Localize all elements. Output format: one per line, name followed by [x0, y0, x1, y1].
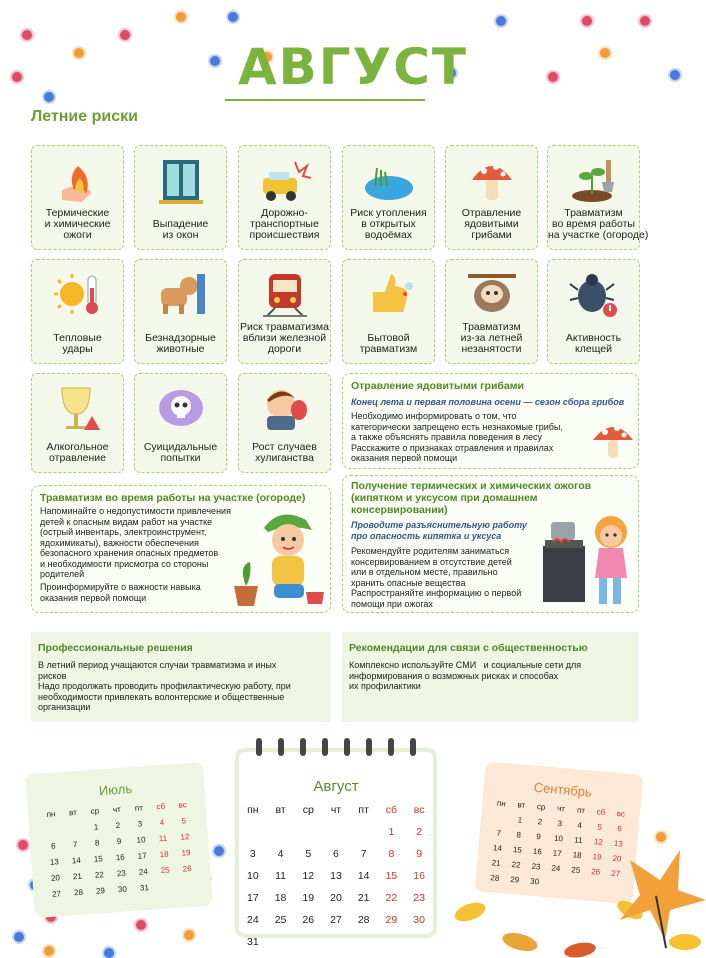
- calendar-day: 16: [115, 852, 125, 862]
- risk-card: [134, 373, 227, 473]
- calendar-day: 13: [49, 856, 60, 867]
- calendar-day: 11: [275, 870, 286, 882]
- calendar-day: 9: [535, 832, 542, 842]
- flower-icon: [496, 16, 506, 26]
- car-crash-icon: [259, 156, 311, 206]
- flower-icon: [228, 12, 238, 22]
- flower-icon: [14, 932, 24, 942]
- calendar-day: [41, 821, 64, 838]
- calendar-day: 24: [138, 866, 149, 877]
- calendar-day: [405, 931, 433, 953]
- flower-icon: [184, 930, 194, 940]
- weekday-header: вт: [68, 807, 78, 817]
- july-calendar-grid: [39, 796, 199, 903]
- calendar-day: 2: [115, 820, 121, 830]
- risk-card-label: Бытовой травматизм: [359, 332, 418, 355]
- calendar-day: 12: [593, 837, 604, 847]
- sun-thermometer-icon: [52, 270, 104, 320]
- tick-icon: [568, 270, 620, 320]
- calendar-day: 17: [247, 892, 259, 904]
- july-calendar-title: Июль: [98, 780, 133, 799]
- binding-ring: [366, 738, 372, 756]
- calendar-day: [489, 810, 510, 827]
- weekday-header: сб: [596, 807, 606, 817]
- risk-card-label: Активность клещей: [565, 332, 622, 355]
- calendar-day: 25: [274, 914, 287, 926]
- binding-ring: [322, 738, 328, 756]
- calendar-day: 27: [330, 914, 342, 926]
- july-calendar: [25, 762, 213, 918]
- risk-card: [31, 259, 124, 364]
- calendar-day: 10: [553, 833, 564, 844]
- risk-card-label: Травматизм во время работы на участке (огороде): [548, 207, 649, 241]
- flower-icon: [640, 16, 650, 26]
- stove-girl-icon: [539, 506, 639, 612]
- burns-panel-heading: Получение термических и химических ожогов (кипятком и уксусом при домашнем консервировании): [351, 480, 592, 516]
- calendar-day: 25: [160, 865, 170, 875]
- weekday-header: чт: [112, 804, 122, 814]
- calendar-day: 4: [277, 848, 284, 860]
- calendar-day: 18: [274, 892, 287, 904]
- professional-solutions-box: [31, 632, 331, 722]
- calendar-day: [350, 931, 378, 953]
- calendar-day: 25: [571, 865, 581, 875]
- risk-card-label: Отравление ядовитыми грибами: [461, 207, 522, 241]
- calendar-day: 1: [388, 826, 395, 838]
- glass-icon: [52, 384, 104, 434]
- calendar-day: 6: [616, 824, 623, 834]
- calendar-day: 5: [181, 815, 187, 826]
- weekday-header: вс: [178, 799, 188, 810]
- burns-panel: [342, 475, 639, 613]
- calendar-day: 5: [305, 848, 312, 860]
- calendar-day: 31: [139, 882, 150, 893]
- calendar-day: [350, 821, 378, 843]
- calendar-day: 29: [509, 874, 520, 885]
- calendar-day: 30: [413, 914, 425, 926]
- calendar-day: 30: [529, 876, 540, 887]
- binding-ring: [388, 738, 394, 756]
- calendar-day: 14: [357, 870, 370, 882]
- risk-card-label: Тепловые удары: [53, 332, 102, 355]
- calendar-day: 4: [159, 817, 165, 827]
- hooligan-icon: [259, 384, 311, 434]
- mushroom-panel-text: Необходимо информировать о том, что категорически запрещено есть незнакомые грибы, а также объяснять правила поведения в лесу Расскажите о признаках отравления и правилах оказания первой помощи: [351, 411, 563, 463]
- burns-panel-italic: Проводите разъяснительную работу про опасность кипятка и уксуса: [351, 520, 527, 541]
- calendar-day: 10: [136, 834, 146, 845]
- august-calendar-grid: [239, 799, 433, 953]
- calendar-day: 11: [573, 835, 583, 846]
- autumn-leaves-decoration: [430, 850, 706, 958]
- flower-icon: [176, 12, 186, 22]
- calendar-day: 21: [357, 892, 370, 904]
- calendar-day: 17: [137, 850, 147, 861]
- binding-ring: [300, 738, 306, 756]
- flower-icon: [18, 840, 28, 850]
- calendar-day: 22: [94, 869, 105, 880]
- mushroom-panel-italic: Конец лета и первая половина осени — сезон сбора грибов: [351, 397, 625, 407]
- august-calendar-title: Август: [313, 778, 359, 795]
- mushroom-icon: [589, 418, 637, 462]
- calendar-day: 18: [159, 849, 169, 859]
- mushroom-icon: [466, 156, 518, 206]
- calendar-day: [294, 821, 322, 843]
- seedling-icon: [568, 156, 620, 206]
- weekday-header: пн: [46, 808, 56, 819]
- weekday-header: пн: [496, 798, 507, 809]
- calendar-day: 29: [385, 914, 398, 926]
- calendar-day: 28: [357, 914, 370, 926]
- calendar-day: 24: [247, 914, 259, 926]
- train-icon: [259, 270, 311, 320]
- calendar-day: 2: [537, 817, 543, 827]
- calendar-day: 13: [330, 870, 342, 882]
- risk-card: [31, 145, 124, 250]
- calendar-day: 21: [72, 871, 83, 881]
- calendar-day: 29: [95, 885, 106, 896]
- risk-card-label: Риск травматизма вблизи железной дороги: [240, 321, 329, 355]
- weekday-header: пн: [247, 804, 259, 816]
- risk-card: [134, 259, 227, 364]
- calendar-day: 1: [517, 815, 523, 825]
- calendar-day: 20: [330, 892, 342, 904]
- calendar-day: 23: [413, 892, 425, 904]
- pro-box-heading: Профессиональные решения: [38, 642, 193, 654]
- pro-box-text: В летний период учащаются случаи травматизма и иных рисков Надо продолжать проводить профилактическую работу, при необходимости привлекать волонтерские и общественные организации: [38, 660, 291, 712]
- mushroom-panel: [342, 373, 639, 469]
- risk-card-label: Травматизм из-за летней незанятости: [460, 321, 523, 355]
- calendar-day: 8: [94, 837, 100, 848]
- risk-card: [445, 259, 538, 364]
- calendar-day: [155, 877, 178, 894]
- flower-icon: [44, 946, 54, 956]
- calendar-day: [294, 931, 322, 953]
- calendar-day: 5: [597, 822, 603, 832]
- garden-panel-heading: Травматизм во время работы на участке (огороде): [40, 492, 306, 504]
- flower-icon: [214, 846, 224, 856]
- calendar-day: [378, 931, 406, 953]
- binding-ring: [256, 738, 262, 756]
- risk-card-label: Алкогольное отравление: [46, 441, 109, 464]
- title-underline: [225, 99, 425, 101]
- risk-card: [547, 259, 640, 364]
- risk-card: [238, 373, 331, 473]
- calendar-day: 9: [116, 836, 122, 846]
- calendar-day: 16: [413, 870, 425, 882]
- risks-heading: Летние риски: [31, 108, 138, 125]
- calendar-day: 15: [93, 853, 103, 864]
- risk-card: [547, 145, 649, 250]
- calendar-day: 10: [247, 870, 259, 882]
- weekday-header: вт: [517, 800, 526, 810]
- mushroom-panel-heading: Отравление ядовитыми грибами: [351, 380, 524, 392]
- risk-card: [445, 145, 538, 250]
- risk-card-label: Термические и химические ожоги: [44, 207, 111, 241]
- calendar-day: 26: [182, 863, 192, 874]
- calendar-day: 21: [491, 858, 501, 869]
- calendar-day: 14: [492, 843, 503, 854]
- binding-ring: [278, 738, 284, 756]
- calendar-day: 3: [557, 818, 563, 829]
- calendar-day: [267, 821, 295, 843]
- calendar-day: 28: [73, 887, 84, 897]
- calendar-day: 26: [302, 914, 315, 926]
- calendar-day: 14: [71, 855, 82, 865]
- calendar-day: 3: [137, 818, 143, 829]
- calendar-day: 4: [577, 820, 583, 830]
- risk-card-label: Риск утопления в открытых водоёмах: [350, 207, 427, 241]
- calendar-day: 19: [592, 852, 602, 862]
- injured-hand-icon: [363, 270, 415, 320]
- calendar-day: 17: [552, 848, 563, 859]
- pr-box-text: Комплексно используйте СМИ и социальные сети для информирования о возможных рисках и способах их профилактики: [349, 660, 582, 691]
- window-icon: [155, 156, 207, 206]
- august-calendar: [235, 748, 437, 948]
- calendar-day: 18: [572, 850, 582, 861]
- calendar-day: 3: [249, 848, 256, 860]
- calendar-day: 13: [613, 838, 624, 849]
- binding-ring: [344, 738, 350, 756]
- risk-card: [342, 145, 435, 250]
- calendar-day: 27: [610, 868, 621, 879]
- calendar-day: 23: [531, 861, 541, 872]
- calendar-day: 22: [511, 860, 521, 870]
- september-calendar-title: Сентябрь: [533, 779, 593, 800]
- calendar-day: 9: [416, 848, 423, 860]
- binding-ring: [410, 738, 416, 756]
- calendar-day: 27: [51, 888, 62, 899]
- calendar-day: 7: [72, 839, 78, 849]
- calendar-day: 6: [50, 840, 56, 851]
- pr-box-heading: Рекомендации для связи с общественностью: [349, 642, 588, 654]
- calendar-day: [63, 819, 86, 836]
- calendar-day: 19: [181, 847, 191, 858]
- risk-card: [238, 145, 331, 250]
- flower-icon: [582, 16, 592, 26]
- weekday-header: ср: [302, 804, 314, 816]
- dog-icon: [155, 270, 207, 320]
- risk-card-label: Выпадение из окон: [152, 218, 209, 241]
- garden-panel-text: Напоминайте о недопустимости привлечения детей к опасным видам работ на участке (острый инвентарь, электроинструмент, ядохимикаты), важности обеспечения безопасного хранения опасных предметов и необходимости присмотра со стороны родителей: [40, 506, 231, 579]
- calendar-day: 28: [489, 873, 500, 883]
- weekday-header: ср: [536, 801, 546, 812]
- burns-panel-text: Рекомендуйте родителям заниматься консервированием в отсутствие детей или в отдельном месте, правильно хранить опасные вещества Распространяйте информацию о первой помощи при ожогах: [351, 546, 522, 609]
- weekday-header: сб: [385, 804, 397, 816]
- weekday-header: сб: [156, 801, 166, 811]
- fire-hand-icon: [52, 156, 104, 206]
- calendar-day: 26: [590, 866, 601, 877]
- garden-panel-text-2: Проинформируйте о важности навыка оказания первой помощи: [40, 582, 201, 603]
- risk-card-label: Безнадзорные животные: [145, 332, 216, 355]
- weekday-header: вс: [413, 804, 425, 816]
- water-icon: [363, 156, 415, 206]
- weekday-header: чт: [330, 804, 342, 816]
- weekday-header: пт: [576, 805, 586, 816]
- page-title: АВГУСТ: [237, 38, 469, 96]
- calendar-day: 11: [158, 833, 168, 843]
- risk-card: [238, 259, 331, 364]
- sloth-icon: [466, 270, 518, 320]
- calendar-day: 6: [333, 848, 339, 860]
- calendar-day: 20: [50, 872, 61, 883]
- weekday-header: вт: [275, 804, 286, 816]
- calendar-day: 30: [117, 884, 128, 894]
- calendar-day: [322, 931, 350, 953]
- gardening-boy-icon: [228, 506, 328, 610]
- flower-icon: [104, 948, 114, 958]
- risk-card-label: Дорожно- транспортные происшествия: [249, 207, 320, 241]
- calendar-day: 7: [360, 848, 367, 860]
- calendar-day: [239, 821, 267, 843]
- calendar-day: [177, 876, 200, 893]
- calendar-day: 15: [512, 845, 523, 855]
- calendar-day: 12: [302, 870, 315, 882]
- calendar-day: 19: [302, 892, 315, 904]
- calendar-day: [322, 821, 350, 843]
- calendar-day: 8: [516, 830, 522, 840]
- risk-card: [31, 373, 124, 473]
- weekday-header: ср: [90, 805, 100, 816]
- calendar-day: 22: [385, 892, 398, 904]
- skull-cloud-icon: [155, 384, 207, 434]
- calendar-day: 23: [116, 868, 127, 878]
- garden-panel: [31, 485, 331, 613]
- flower-icon: [656, 832, 666, 842]
- calendar-day: 12: [180, 831, 190, 842]
- weekday-header: чт: [556, 803, 566, 814]
- weekday-header: пт: [358, 804, 369, 816]
- weekday-header: вс: [616, 808, 626, 819]
- risk-card: [342, 259, 435, 364]
- calendar-day: 15: [385, 870, 398, 882]
- flower-icon: [136, 920, 146, 930]
- calendar-day: 7: [496, 828, 502, 838]
- calendar-day: 2: [416, 826, 423, 838]
- weekday-header: пт: [134, 802, 144, 813]
- calendar-day: 20: [612, 853, 622, 864]
- calendar-day: 24: [551, 863, 561, 874]
- risk-card-label: Суицидальные попытки: [143, 441, 218, 464]
- calendar-day: 8: [388, 848, 395, 860]
- calendar-day: [267, 931, 295, 953]
- calendar-day: 16: [532, 846, 543, 857]
- calendar-day: 1: [93, 821, 99, 832]
- risk-card-label: Рост случаев хулиганства: [252, 441, 317, 464]
- calendar-day: 31: [247, 936, 259, 948]
- pr-recommendations-box: [342, 632, 639, 722]
- risk-card: [134, 145, 227, 250]
